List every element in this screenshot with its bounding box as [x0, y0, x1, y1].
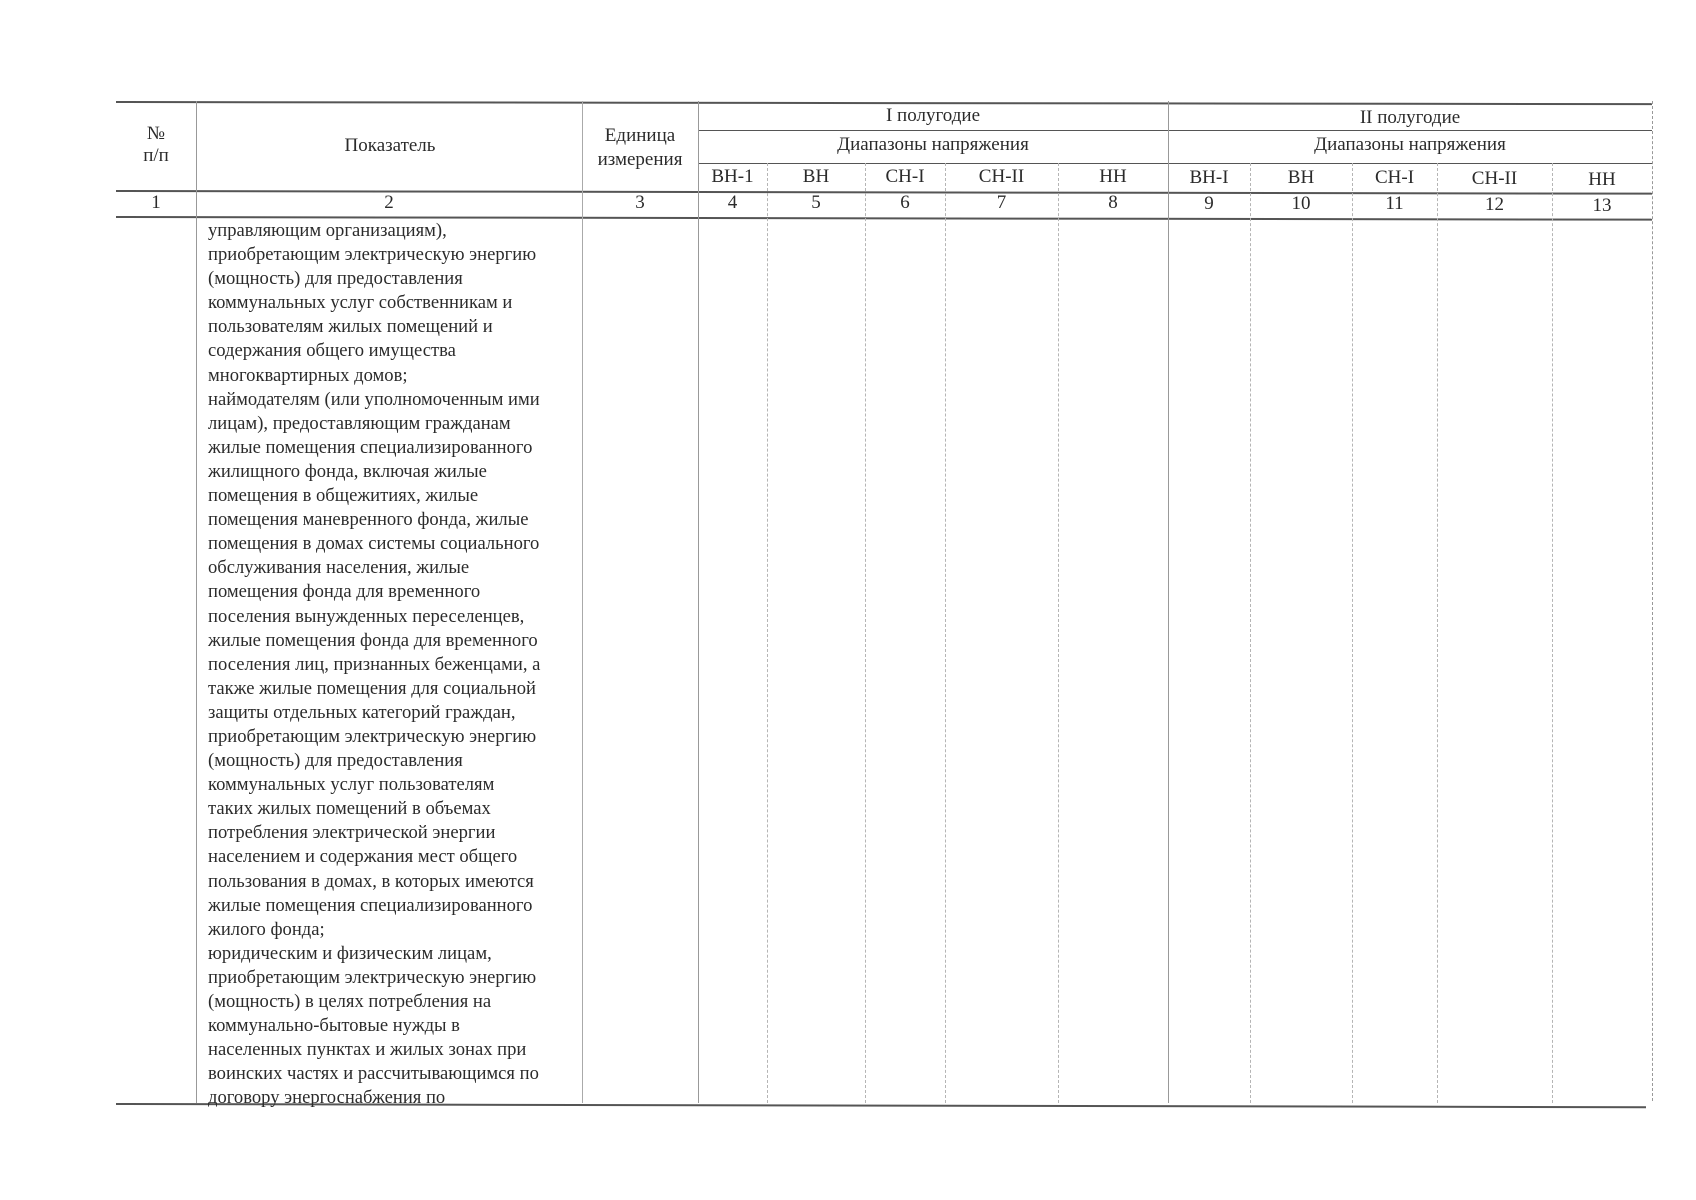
indicator-text-line: поселения лиц, признанных беженцами, а — [208, 653, 541, 675]
indicator-text-line: воинских частях и рассчитывающимся по — [208, 1063, 539, 1085]
header-col-no: № п/п — [143, 123, 169, 166]
column-number: 9 — [1204, 193, 1214, 214]
column-number: 7 — [996, 192, 1007, 213]
indicator-text-line: наймодателям (или уполномоченным ими — [208, 388, 540, 410]
indicator-text-line: жилые помещения специализированного — [208, 436, 533, 458]
indicator-text-line: помещения фонда для временного — [208, 581, 481, 603]
voltage-label: НН — [1588, 169, 1616, 190]
subcolumn-divider — [767, 163, 768, 1103]
voltage-label: ВН-I — [1189, 167, 1229, 188]
subcolumn-divider — [945, 163, 946, 1103]
subcolumn-divider — [1437, 163, 1438, 1103]
indicator-text-line: коммунально-бытовые нужды в — [208, 1015, 460, 1037]
indicator-text-line: населением и содержания мест общего — [208, 846, 518, 868]
voltage-label: ВН — [1287, 167, 1315, 188]
indicator-text-line: обслуживания населения, жилые — [208, 557, 470, 579]
indicator-text-line: приобретающим электрическую энергию — [208, 244, 537, 266]
column-number: 1 — [151, 192, 161, 213]
indicator-text-line: поселения вынужденных переселенцев, — [208, 605, 525, 627]
voltage-label: СН-II — [978, 166, 1025, 187]
column-divider-indicator — [582, 101, 583, 1103]
indicator-text-line: коммунальных услуг собственникам и — [208, 292, 513, 314]
column-number: 5 — [811, 192, 821, 213]
subcolumn-divider — [1352, 163, 1353, 1103]
indicator-text-line: жилые помещения специализированного — [208, 894, 533, 916]
indicator-text-line: приобретающим электрическую энергию — [208, 966, 537, 988]
header-col-unit: Единица измерения — [597, 125, 683, 170]
voltage-label: СН-II — [1471, 168, 1518, 189]
header-ranges-2: Диапазоны напряжения — [1314, 134, 1506, 155]
header-col-indicator: Показатель — [344, 135, 436, 156]
voltage-label: СН-I — [885, 166, 925, 187]
subcolumn-divider — [1058, 163, 1059, 1103]
column-number: 13 — [1592, 195, 1612, 216]
indicator-text-line: приобретающим электрическую энергию — [208, 725, 537, 747]
indicator-text-line: жилые помещения фонда для временного — [208, 629, 538, 651]
indicator-text-line: населенных пунктах и жилых зонах при — [208, 1039, 527, 1061]
voltage-label: ВН — [802, 166, 830, 187]
indicator-text-line: (мощность) в целях потребления на — [208, 991, 492, 1012]
column-number: 10 — [1291, 193, 1311, 214]
indicator-text-line: помещения маневренного фонда, жилые — [208, 509, 529, 531]
subcolumn-divider — [865, 163, 866, 1103]
indicator-text-line: жилищного фонда, включая жилые — [208, 460, 487, 482]
column-number: 6 — [900, 192, 910, 213]
subcolumn-divider — [1652, 101, 1653, 1101]
header-half-2: II полугодие — [1359, 107, 1461, 128]
half-header-rule — [698, 130, 1652, 131]
header-ranges-1: Диапазоны напряжения — [837, 134, 1029, 155]
indicator-text-line: жилого фонда; — [208, 918, 325, 940]
indicator-text-line: коммунальных услуг пользователям — [208, 774, 495, 796]
indicator-text-line: управляющим организациям), — [208, 220, 447, 241]
indicator-text-line: потребления электрической энергии — [208, 822, 496, 844]
indicator-text-line: многоквартирных домов; — [208, 364, 408, 386]
voltage-label: НН — [1099, 166, 1127, 187]
indicator-text-line: (мощность) для предоставления — [208, 750, 463, 772]
header-half-1: I полугодие — [885, 105, 981, 126]
indicator-text-block — [208, 219, 540, 1110]
column-number: 4 — [727, 192, 738, 213]
indicator-text-line: лицам), предоставляющим гражданам — [208, 412, 511, 434]
column-divider-unit — [698, 101, 699, 1103]
ranges-header-rule — [698, 163, 1652, 164]
column-divider-half — [1168, 101, 1169, 1103]
column-number: 12 — [1485, 194, 1504, 215]
indicator-text-line: таких жилых помещений в объемах — [208, 798, 491, 820]
subcolumn-divider — [1250, 163, 1251, 1103]
indicator-text-line: пользователям жилых помещений и — [208, 316, 493, 338]
indicator-text-line: помещения в домах системы социального — [208, 533, 540, 555]
indicator-text-line: защиты отдельных категорий граждан, — [208, 701, 516, 723]
column-number: 11 — [1385, 193, 1404, 214]
subcolumn-divider — [1552, 163, 1553, 1103]
column-number: 3 — [635, 192, 645, 213]
column-number: 2 — [384, 192, 394, 213]
indicator-text-line: пользования в домах, в которых имеются — [208, 870, 534, 892]
voltage-label: СН-I — [1374, 167, 1415, 188]
indicator-text-line: (мощность) для предоставления — [208, 268, 463, 290]
indicator-text-line: содержания общего имущества — [208, 340, 456, 362]
voltage-label: ВН-1 — [711, 166, 754, 187]
indicator-text-line: договору энергоснабжения по — [208, 1087, 446, 1109]
column-number: 8 — [1108, 192, 1118, 213]
indicator-text-line: юридическим и физическим лицам, — [208, 942, 492, 964]
column-divider-no — [196, 101, 197, 1103]
indicator-text-line: также жилые помещения для социальной — [208, 677, 536, 699]
indicator-text-line: помещения в общежитиях, жилые — [208, 485, 479, 507]
